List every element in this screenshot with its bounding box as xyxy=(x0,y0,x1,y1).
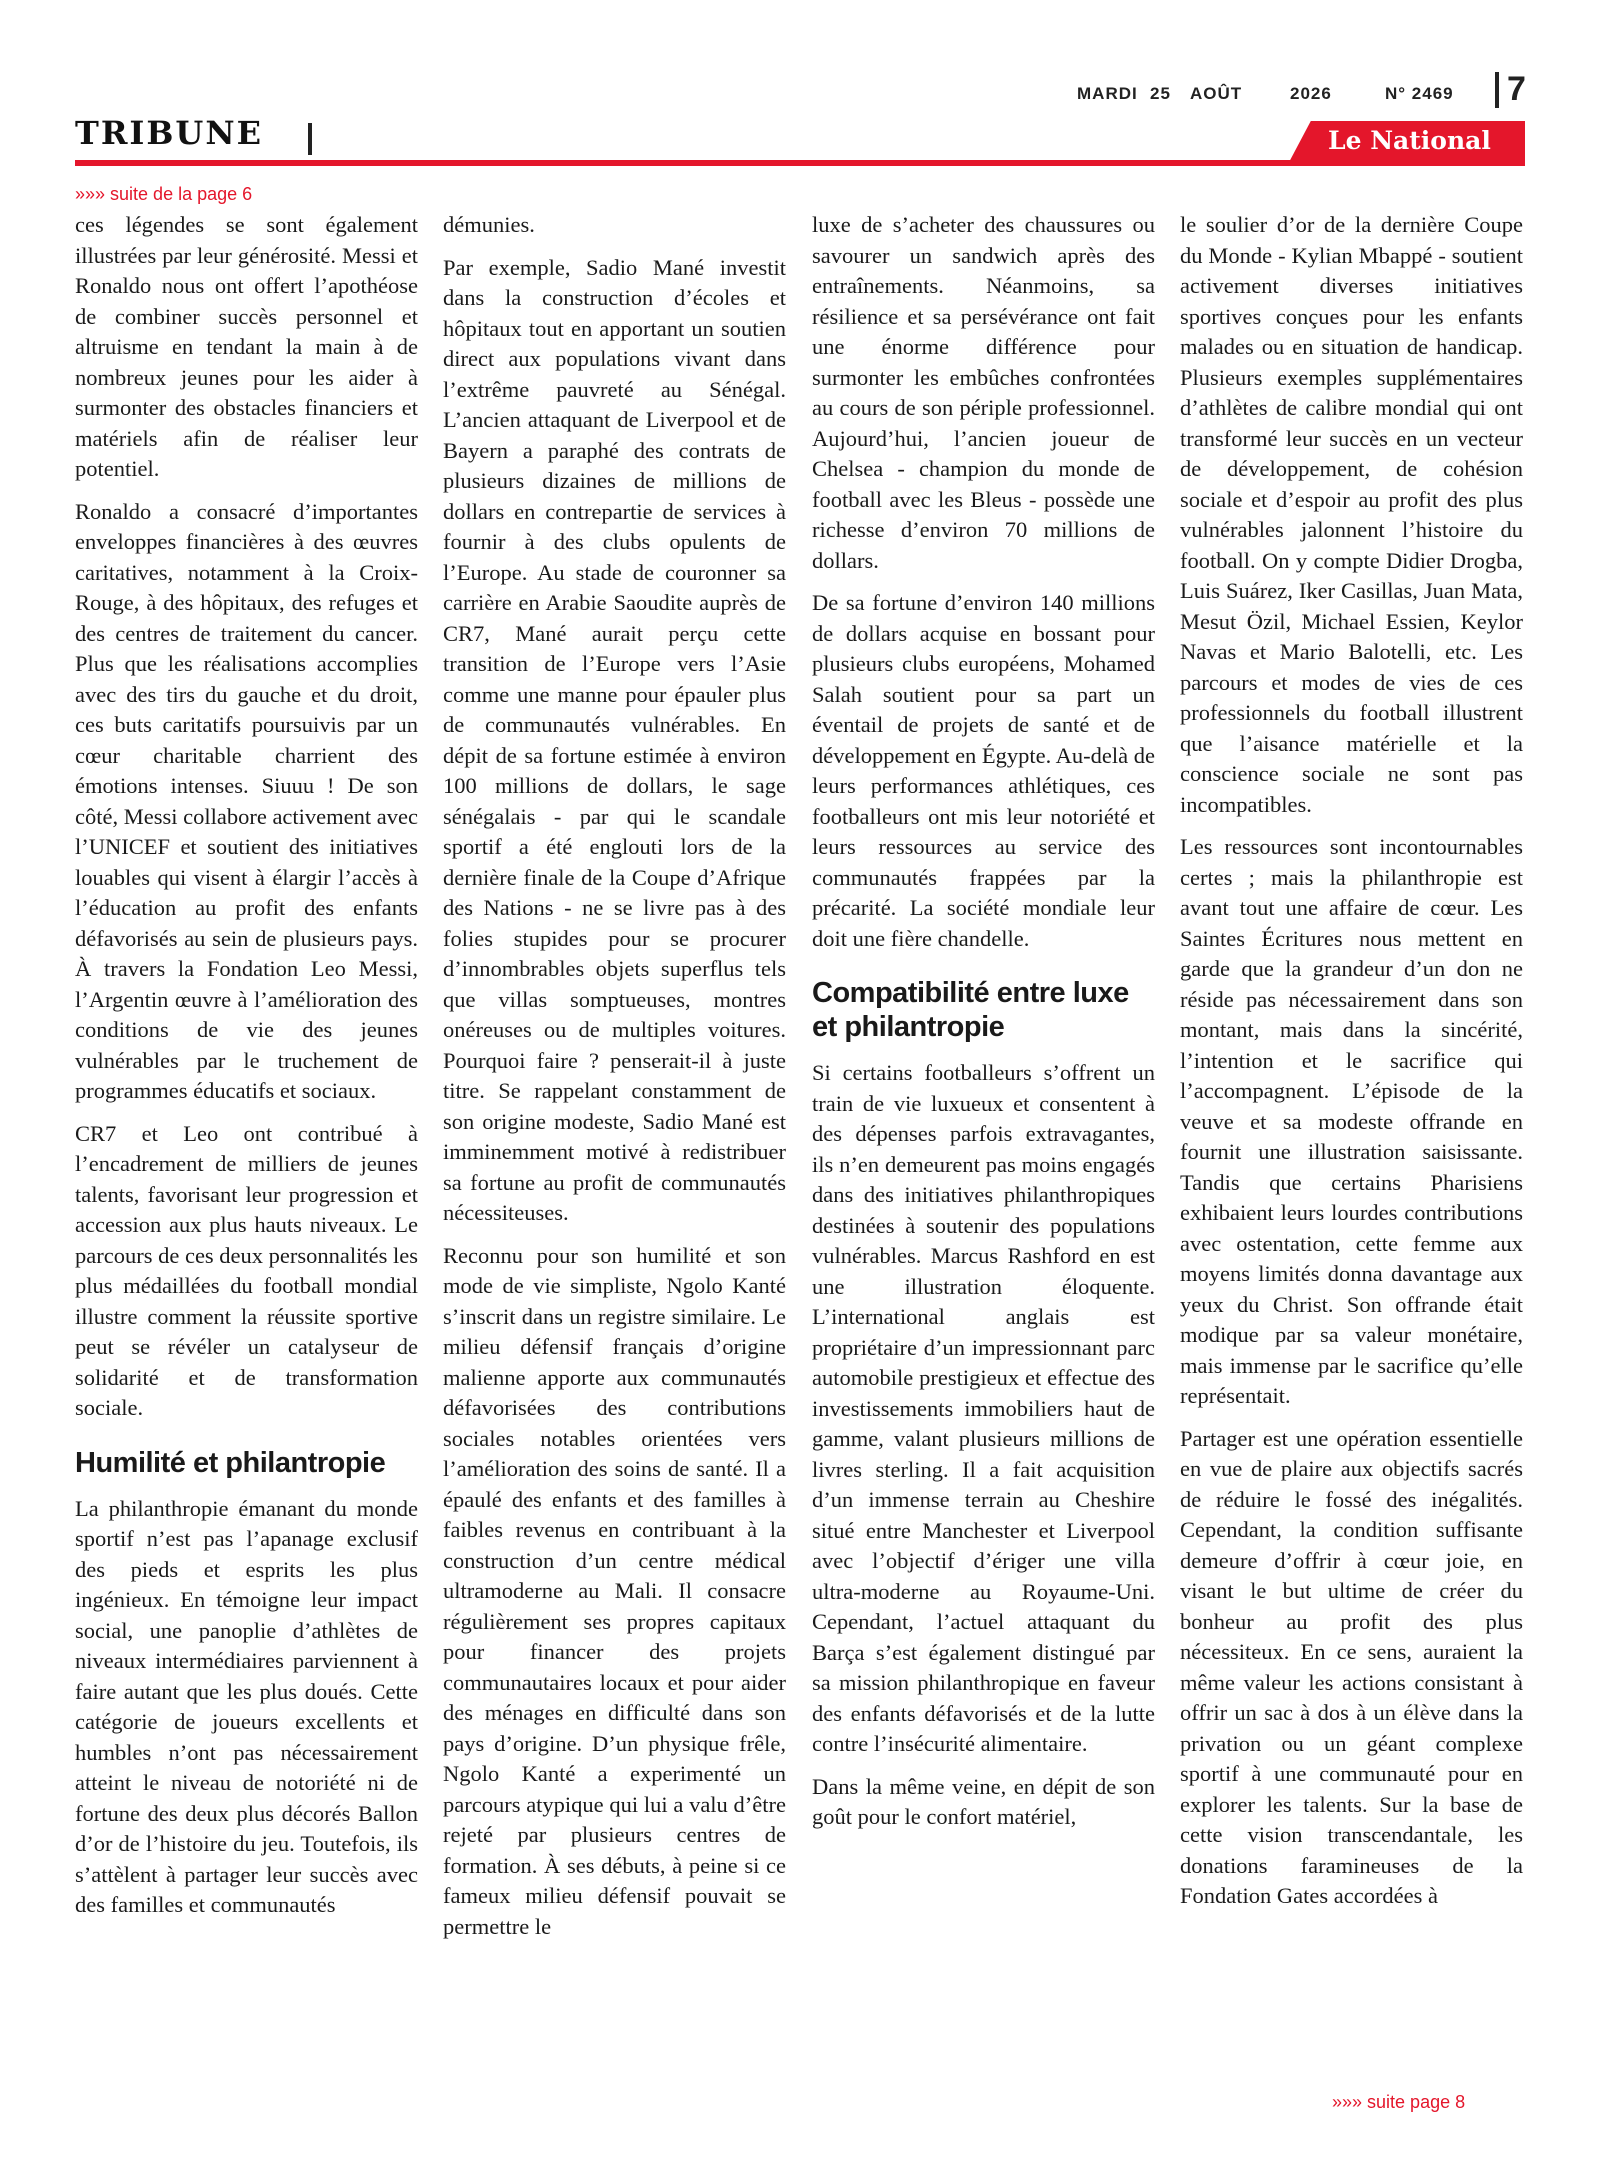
brand-name: Le National xyxy=(1328,126,1491,155)
paragraph: Partager est une opération essentielle en vue de plaire aux objectifs sacrés de réduire le fossé des inégalités. Cependant, la condition suffisante demeure d’offrir à cœur joie, en visant le but ultime de créer du bonheur au profit des plus nécessiteux. En ce sens, auraient la même valeur les actions consistant à offrir un sac à dos à un élève dans la privation ou un géant complexe sportif à une communauté pour en explorer les talents. Sur la base de cette vision transcendantale, les donations faramineuses de la Fondation Gates accordées à xyxy=(1180,1425,1523,1908)
issue-month: AOÛT xyxy=(1190,84,1243,103)
issue-date: 25 xyxy=(1150,84,1171,103)
section-divider xyxy=(308,123,312,155)
section-title: TRIBUNE xyxy=(75,114,263,152)
paragraph: luxe de s’acheter des chaussures ou savourer un sandwich après des entraînements. Néanmoins, sa résilience et sa persévérance ont fait une énorme différence pour surmonter les embûches confrontées au cours de son périple professionnel. Aujourd’hui, l’ancien joueur de Chelsea - champion du monde de football avec les Bleus - possède une richesse d’environ 70 millions de dollars. xyxy=(812,212,1155,573)
paragraph: CR7 et Leo ont contribué à l’encadrement de milliers de jeunes talents, favorisant leur progression et accession aux plus hauts niveaux. Le parcours de ces deux personnalités les plus médaillées du football mondial illustre comment la réussite sportive peut se révéler un catalyseur de solidarité et de transformation sociale. xyxy=(75,1120,418,1420)
subheading: Compatibilité entre luxe et philantropie xyxy=(812,977,1129,1043)
paragraph: démunies. xyxy=(443,212,535,237)
continued-on-link[interactable]: »»» suite page 8 xyxy=(1332,2092,1466,2112)
article-column-1 xyxy=(75,210,418,2085)
issue-day: MARDI xyxy=(1077,84,1138,103)
issue-number: N° 2469 xyxy=(1385,84,1454,103)
article-column-2 xyxy=(443,210,786,2085)
subheading: Humilité et philantropie xyxy=(75,1446,386,1479)
article-column-4 xyxy=(1180,210,1523,2085)
paragraph: ces légendes se sont également illustrées par leur générosité. Messi et Ronaldo nous ont offert l’apothéose de combiner succès personnel et altruisme en tendant la main à de nombreux jeunes pour les aider à surmonter des obstacles financiers et matériels afin de réaliser leur potentiel. xyxy=(75,212,418,481)
paragraph: Par exemple, Sadio Mané investit dans la construction d’écoles et hôpitaux tout en apportant un soutien direct aux populations vivant dans l’extrême pauvreté au Sénégal. L’ancien attaquant de Liverpool et de Bayern a paraphé des contrats de plusieurs dizaines de millions de dollars en contrepartie de services à fournir à des clubs opulents de l’Europe. Au stade de couronner sa carrière en Arabie Saoudite auprès de CR7, Mané aurait perçu cette transition de l’Europe vers l’Asie comme une manne pour épauler plus de communautés vulnérables. En dépit de sa fortune estimée à environ 100 millions de dollars, le sage sénégalais - par qui le scandale sportif a été englouti lors de la dernière finale de la Coupe d’Afrique des Nations - ne se livre pas à des folies stupides pour se procurer d’innombrables objets superflus tels que villas somptueuses, montres onéreuses ou de multiples voitures. Pourquoi faire ? penserait-il à juste titre. Se rappelant constamment de son origine modeste, Sadio Mané est imminemment motivé à redistribuer sa fortune au profit de communautés nécessiteuses. xyxy=(443,254,786,1225)
paragraph: Reconnu pour son humilité et son mode de vie simpliste, Ngolo Kanté s’inscrit dans un registre similaire. Le milieu défensif français d’origine malienne apporte aux communautés défavorisées des contributions sociales notables orientées vers l’amélioration des soins de santé. Il a épaulé des enfants et des familles à faibles revenus en contribuant à la construction d’un centre médical ultramoderne au Mali. Il consacre régulièrement ses propres capitaux pour financer des projets communautaires locaux et pour aider des ménages en difficulté dans son pays d’origine. D’un physique frêle, Ngolo Kanté a experimenté un parcours atypique qui lui a valu d’être rejeté par plusieurs centres de formation. À ses débuts, à peine si ce fameux milieu défensif pouvait se permettre le xyxy=(443,1242,786,1939)
paragraph: Les ressources sont incontournables certes ; mais la philanthropie est avant tout une affaire de cœur. Les Saintes Écritures nous mettent en garde que la grandeur d’un don ne réside pas nécessairement dans son montant, mais dans la sincérité, l’intention et le sacrifice qui l’accompagnent. L’épisode de la veuve et sa modeste offrande en fournit une illustration saisissante. Tandis que certains Pharisiens exhibaient leurs lourdes contributions avec ostentation, cette femme aux moyens limités donna davantage aux yeux du Christ. Son offrande était modique par sa valeur monétaire, mais immense par le sacrifice qu’elle représentait. xyxy=(1180,834,1523,1408)
issue-year: 2026 xyxy=(1290,84,1332,103)
page-number: 7 xyxy=(1507,70,1526,108)
paragraph: Ronaldo a consacré d’importantes enveloppes financières à des œuvres caritatives, notamment à la Croix-Rouge, à des hôpitaux, des refuges et des centres de traitement du cancer. Plus que les réalisations accomplies avec des tirs du gauche et du droit, ces buts caritatifs poursuivis par un cœur charitable charrient des émotions intenses. Siuuu ! De son côté, Messi collabore activement avec l’UNICEF et soutient des initiatives louables qui visent à élargir l’accès à l’éducation au profit des enfants défavorisés au sein de plusieurs pays. À travers la Fondation Leo Messi, l’Argentin œuvre à l’amélioration des conditions de vie des jeunes vulnérables par le truchement de programmes éducatifs et sociaux. xyxy=(75,498,418,1103)
paragraph: De sa fortune d’environ 140 millions de dollars acquise en bossant pour plusieurs clubs européens, Mohamed Salah soutient pour sa part un éventail de projets de santé et de développement en Égypte. Au-delà de leurs performances athlétiques, ces footballeurs ont mis leur notoriété et leurs ressources au service des communautés frappées par la précarité. La société mondiale leur doit une fière chandelle. xyxy=(812,590,1155,951)
article-column-3 xyxy=(812,210,1155,2085)
paragraph: La philanthropie émanant du monde sportif n’est pas l’apanage exclusif des pieds et esprits les plus ingénieux. En témoigne leur impact social, une panoplie d’athlètes de niveaux intermédiaires parviennent à faire autant que les plus doués. Cette catégorie de joueurs excellents et humbles n’ont pas nécessairement atteint le niveau de notoriété ni de fortune des deux plus décorés Ballon d’or de l’histoire du jeu. Toutefois, ils s’attèlent à partager leur succès avec des familles et communautés xyxy=(75,1495,418,1917)
paragraph: Si certains footballeurs s’offrent un train de vie luxueux et consentent à des dépenses parfois extravagantes, ils n’en demeurent pas moins engagés dans des initiatives philanthropiques destinées à soutenir des populations vulnérables. Marcus Rashford en est une illustration éloquente. L’international anglais est propriétaire d’un impressionnant parc automobile prestigieux et effectue des investissements immobiliers haut de gamme, valant plusieurs millions de livres sterling. Il a fait acquisition d’un immense terrain au Cheshire situé entre Manchester et Liverpool avec l’objectif d’ériger une villa ultra-moderne au Royaume-Uni. Cependant, l’actuel attaquant du Barça s’est également distingué par sa mission philanthropique en faveur des enfants défavorisés et de la lutte contre l’insécurité alimentaire. xyxy=(812,1060,1155,1756)
paragraph: le soulier d’or de la dernière Coupe du Monde - Kylian Mbappé - soutient activement diverses initiatives sportives conçues pour les enfants malades ou en situation de handicap. Plusieurs exemples supplémentaires d’athlètes de calibre mondial qui ont transformé leur succès en un vecteur de développement, de cohésion sociale et d’espoir au profit des plus vulnérables jalonnent l’histoire du football. On y compte Didier Drogba, Luis Suárez, Iker Casillas, Juan Mata, Mesut Özil, Michael Essien, Keylor Navas et Mario Balotelli, etc. Les parcours et modes de vies de ces professionnels du football illustrent que l’aisance matérielle et la conscience sociale ne sont pas incompatibles. xyxy=(1180,212,1523,817)
paragraph: Dans la même veine, en dépit de son goût pour le confort matériel, xyxy=(812,1773,1155,1829)
continued-from-link[interactable]: »»» suite de la page 6 xyxy=(75,184,253,204)
header-divider xyxy=(1495,72,1499,108)
